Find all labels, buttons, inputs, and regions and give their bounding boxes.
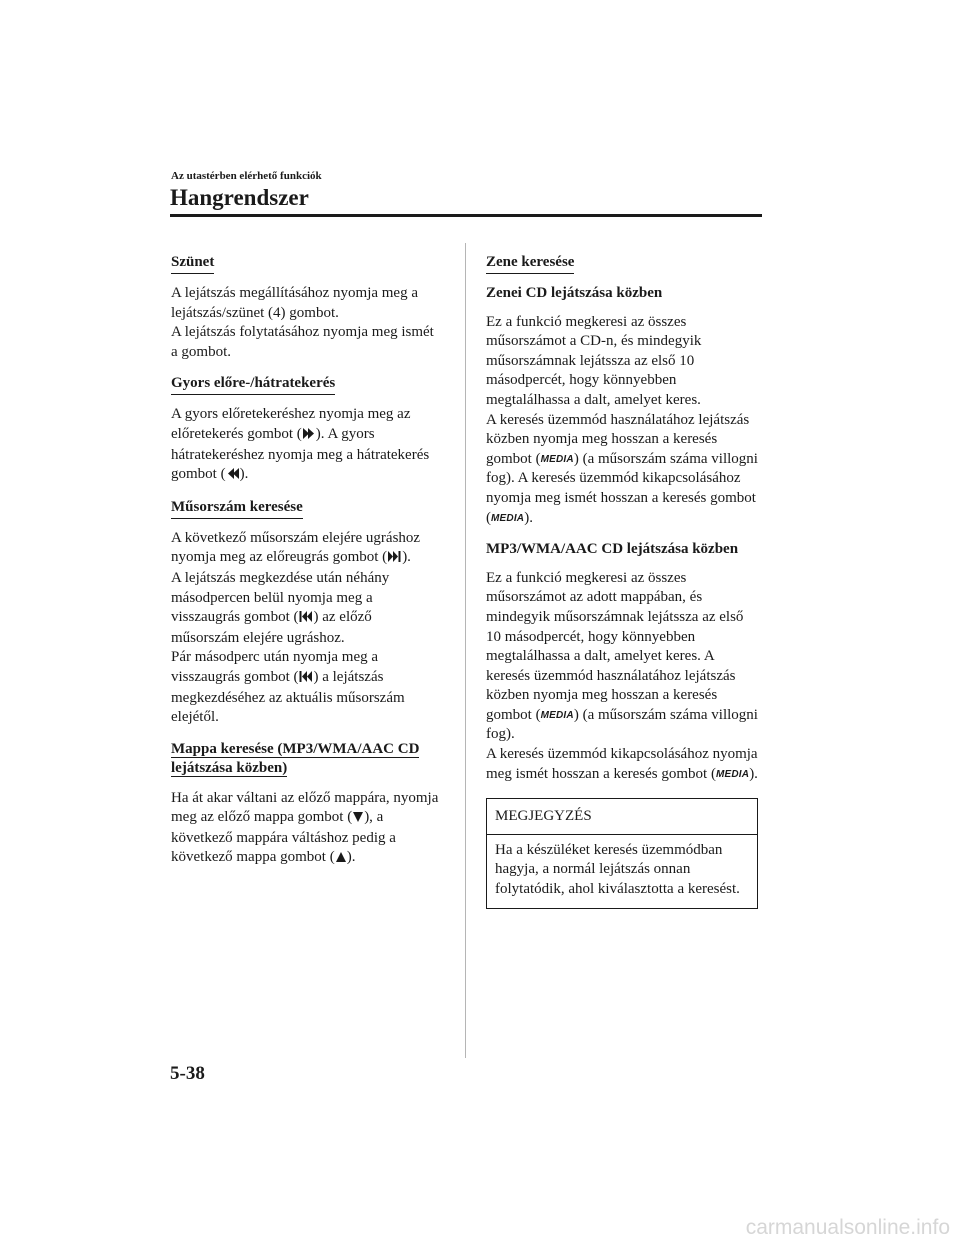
media-button-icon: MEDIA [491, 512, 525, 524]
fast-forward-icon [303, 426, 315, 446]
header-rule [170, 214, 762, 217]
paragraph [486, 313, 758, 411]
paragraph [171, 323, 443, 362]
paragraph [171, 529, 443, 569]
left-column [171, 253, 443, 879]
folder-up-icon [336, 849, 346, 869]
skip-back-icon [299, 669, 312, 689]
text: Pár másodperc után nyomja meg a visszaugrás gombot ( [171, 649, 379, 685]
paragraph [171, 569, 443, 648]
text: ). A gyors hátratekeréshez nyomja meg a hátratekerés gombot ( [171, 425, 430, 483]
page-number: 5-38 [170, 1063, 205, 1084]
column-divider [465, 243, 466, 1058]
skip-forward-icon [388, 549, 401, 569]
text: ). [239, 466, 249, 483]
section-heading-fast-forward-rewind: Gyors előre-/hátratekerés [171, 374, 335, 395]
paragraph [171, 648, 443, 727]
section-heading-pause: Szünet [171, 253, 214, 274]
paragraph [171, 405, 443, 485]
text: A keresés üzemmód kikapcsolásához nyomja meg ismét hosszan a keresés gombot ( [486, 746, 758, 782]
text: ). [402, 549, 411, 566]
media-button-icon: MEDIA [715, 768, 750, 780]
text: A keresés üzemmód használatához lejátszás közben nyomja meg hosszan a keresés gombot ( [486, 411, 750, 467]
text: Ha át akar váltani az előző mappára, nyomja meg az előző mappa gombot ( [171, 789, 439, 826]
text: ), a következő mappára váltáshoz pedig a következő mappa gombot ( [171, 809, 396, 866]
text: A lejátszás megállításához nyomja meg a lejátszás/szünet (4) gombot. [171, 285, 419, 321]
text: ). [749, 765, 758, 782]
text: A lejátszás folytatásához nyomja meg ismét a gombot. [171, 324, 434, 360]
skip-back-icon [299, 609, 312, 629]
folder-down-icon [353, 809, 363, 829]
note-body: Ha a készüléket keresés üzemmódban hagyja, a normál lejátszás onnan folytatódik, ahol kiválasztotta a keresést. [495, 841, 740, 898]
media-button-icon: MEDIA [540, 453, 574, 465]
section-heading-text: Mappa keresése (MP3/WMA/AAC CD lejátszása közben) [171, 740, 420, 776]
breadcrumb: Az utastérben elérhető funkciók [171, 170, 322, 182]
right-column [486, 253, 758, 909]
section-heading-track-search: Műsorszám keresése [171, 498, 303, 519]
note-box [486, 798, 758, 908]
text: ). [524, 509, 533, 526]
subheading-music-cd: Zenei CD lejátszása közben [486, 285, 663, 301]
text: A gyors előretekeréshez nyomja meg az előretekerés gombot ( [171, 406, 411, 442]
section-heading-music-search: Zene keresése [486, 253, 574, 274]
text: ) (a műsorszám száma villogni fog). [486, 706, 758, 743]
paragraph [171, 284, 443, 323]
rewind-icon [227, 466, 239, 486]
text: ) a lejátszás megkezdéséhez az aktuális műsorszám elejétől. [171, 668, 405, 726]
subheading-mp3-cd: MP3/WMA/AAC CD lejátszása közben [486, 541, 739, 558]
text: ). [346, 849, 356, 866]
text: ) (a műsorszám száma villogni fog). A keresés üzemmód kikapcsolásához nyomja meg ismét hosszan a keresés gombot ( [486, 450, 758, 526]
text: Ez a funkció megkeresi az összes műsorszámot a CD-n, és mindegyik műsorszámnak lejátssza az első 10 másodpercét, hogy könnyebben megtalálhassa a dalt, amelyet keres. [486, 313, 702, 408]
watermark: carmanualsonline.info [745, 1216, 950, 1239]
page-title: Hangrendszer [170, 185, 309, 210]
media-button-icon: MEDIA [540, 709, 574, 721]
paragraph [486, 745, 758, 784]
paragraph [171, 789, 443, 869]
text: Ez a funkció megkeresi az összes műsorszámot az adott mappában, és mindegyik műsorszámnak lejátssza az első 10 másodpercét, hogy könnyebben megtalálhassa a dalt, amelyet keres. A keresés üzemmód használatához lejátszás közben nyomja meg hosszan a keresés gombot ( [486, 569, 744, 723]
text: A következő műsorszám elejére ugráshoz nyomja meg az előreugrás gombot ( [171, 529, 421, 566]
text: ) az előző műsorszám elejére ugráshoz. [171, 609, 372, 646]
text: A lejátszás megkezdése után néhány másodpercen belül nyomja meg a visszaugrás gombot ( [171, 569, 390, 626]
note-heading: MEGJEGYZÉS [487, 799, 757, 835]
section-heading-folder-search [171, 740, 443, 779]
paragraph [486, 569, 758, 745]
paragraph [486, 411, 758, 529]
